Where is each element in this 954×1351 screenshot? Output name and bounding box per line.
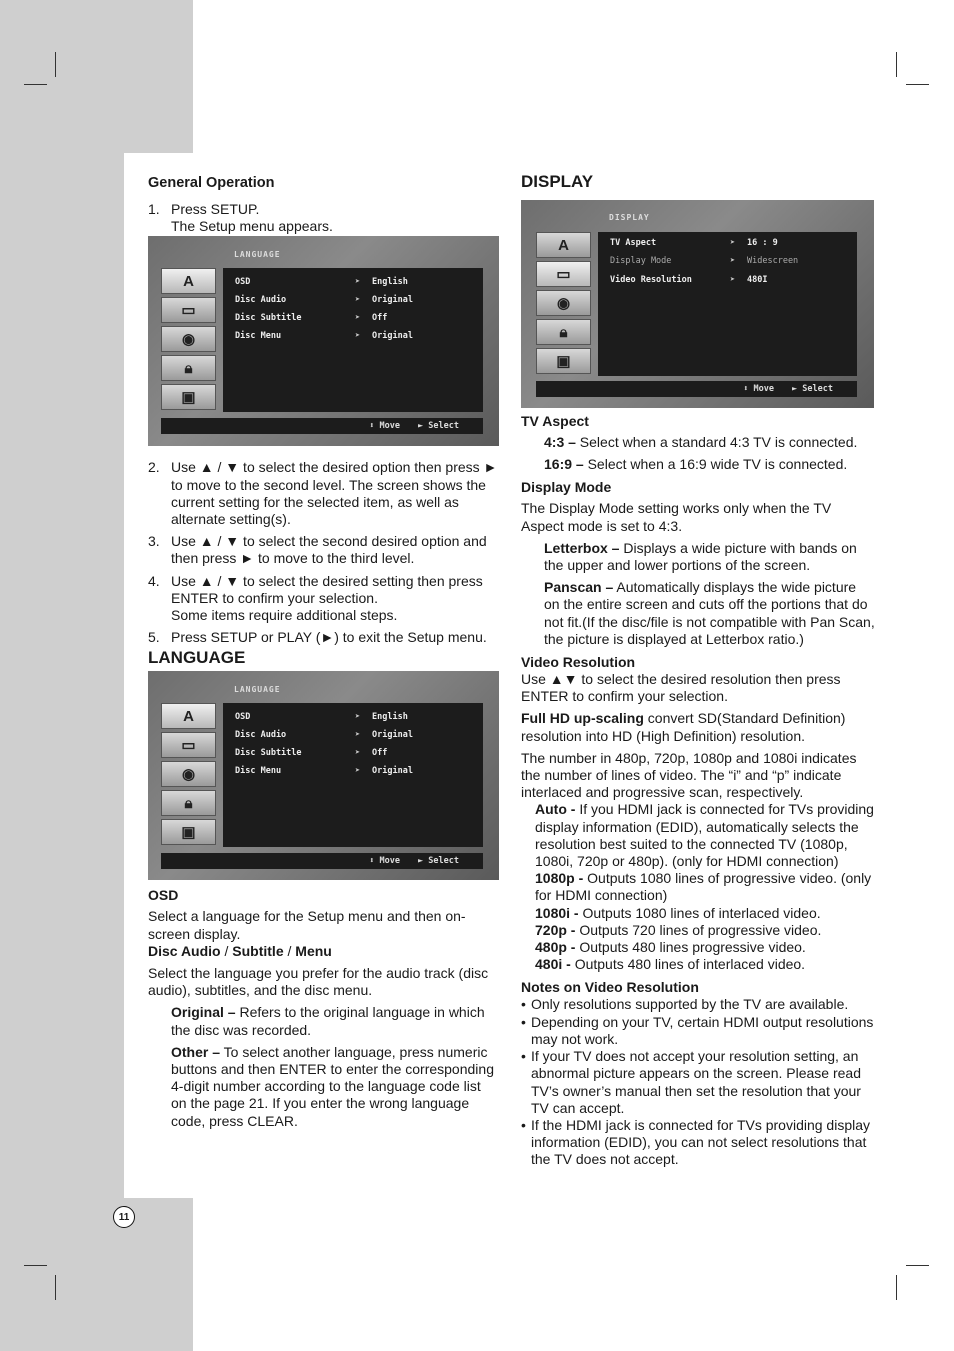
panscan-item: Panscan – Automatically displays the wide picture on the entire screen and cuts off the portions that do not fit.(If the disc/file is not compatible with Pan Scan, the picture is displayed at Letterbox ratio.) <box>544 579 875 647</box>
note-item: • Depending on your TV, certain HDMI output resolutions may not work. <box>521 1014 875 1048</box>
language-section-title: LANGUAGE <box>148 648 246 668</box>
menu-row: Disc Audio ➤ Original <box>235 729 413 740</box>
full-hd-text: Full HD up-scaling convert SD(Standard Definition) resolution into HD (High Definition) resolution. <box>521 710 846 744</box>
1080p-item: 1080p - Outputs 1080 lines of progressive video. (only for HDMI connection) <box>535 870 872 904</box>
menu-row: Disc Subtitle ➤ Off <box>235 748 388 759</box>
others-icon: ▣ <box>161 819 216 845</box>
menu-row: OSD ➤ English <box>235 276 408 287</box>
display-icon: ▭ <box>161 297 216 323</box>
number-text: The number in 480p, 720p, 1080p and 1080i indicates the number of lines of video. The “i” and “p” indicate interlaced and progressive scan, respectively. <box>521 749 857 801</box>
language-menu-screenshot <box>148 671 499 880</box>
osd-title: OSD <box>148 887 179 904</box>
select-hint: ► Select <box>418 856 459 867</box>
tv-aspect-title: TV Aspect <box>521 413 589 429</box>
menu-row: Disc Menu ➤ Original <box>235 766 413 777</box>
disc-text: Select the language you prefer for the audio track (disc audio), subtitles, and the disc menu. <box>148 965 489 999</box>
lock-icon: 🔒︎ <box>161 790 216 816</box>
menu-footer <box>161 853 483 869</box>
menu-row: Disc Subtitle ➤ Off <box>235 313 388 324</box>
right-column <box>521 172 875 1169</box>
menu-footer <box>161 418 483 434</box>
crop-mark <box>896 52 897 77</box>
auto-item: Auto - If you HDMI jack is connected for TVs providing display information (EDID), automatically selects the resolution best suited to the connected TV (1080p, 1080i, 720p or 480p). (only for HDMI connection) <box>535 801 874 870</box>
disc-audio-subtitle-menu-title: Disc Audio / Subtitle / Menu <box>148 942 332 959</box>
menu-footer <box>536 381 857 397</box>
480p-item: 480p - Outputs 480 lines progressive video. <box>535 939 806 956</box>
crop-mark <box>906 1265 929 1266</box>
crop-mark <box>24 1265 47 1266</box>
audio-icon: ◉ <box>161 761 216 787</box>
others-icon: ▣ <box>161 384 216 410</box>
left-column <box>148 174 500 1130</box>
display-section-title: DISPLAY <box>521 172 594 191</box>
setup-menu-language-screenshot <box>148 236 499 446</box>
note-item: • If your TV does not accept your resolution setting, an abnormal picture appears on the screen. Please read TV’s owner’s manual then set the resolution that your TV can accept. <box>521 1048 875 1117</box>
language-icon: A <box>161 268 216 294</box>
other-item: Other – To select another language, press numeric buttons and then ENTER to enter the corresponding 4-digit number according to the language code list on the page 21. If you enter the wrong language code, press CLEAR. <box>171 1043 494 1129</box>
move-hint: ⬍ Move <box>369 856 401 867</box>
note-item: • If the HDMI jack is connected for TVs providing display information (EDID), you can not select resolutions that the TV does not accept. <box>521 1117 875 1169</box>
crop-mark <box>906 84 929 85</box>
menu-row: Disc Audio ➤ Original <box>235 294 413 305</box>
720p-item: 720p - Outputs 720 lines of progressive video. <box>535 921 822 938</box>
language-icon: A <box>536 232 591 258</box>
step-3: 3. Use ▲ / ▼ to select the second desired option and then press ► to move to the third level. <box>148 533 487 567</box>
display-icon: ▭ <box>161 732 216 758</box>
video-resolution-title: Video Resolution <box>521 654 636 671</box>
menu-header: LANGUAGE <box>234 250 281 260</box>
move-hint: ⬍ Move <box>743 384 775 394</box>
crop-mark <box>55 1275 56 1300</box>
margin-band-middle <box>0 153 124 1198</box>
osd-text: Select a language for the Setup menu and then on-screen display. <box>148 908 466 942</box>
step-4: 4. Use ▲ / ▼ to select the desired setting then press ENTER to confirm your selection. Some items require additional steps. <box>148 572 483 624</box>
menu-row: Disc Menu ➤ Original <box>235 331 413 342</box>
step-1: 1. Press SETUP. The Setup menu appears. <box>148 201 333 235</box>
audio-icon: ◉ <box>536 290 591 316</box>
margin-band-bottom <box>0 1198 193 1351</box>
step-5: 5. Press SETUP or PLAY (►) to exit the Setup menu. <box>148 629 487 646</box>
lock-icon: 🔒︎ <box>161 355 216 381</box>
1080i-item: 1080i - Outputs 1080 lines of interlaced video. <box>535 904 821 921</box>
others-icon: ▣ <box>536 348 591 374</box>
note-item: • Only resolutions supported by the TV are available. <box>521 996 875 1013</box>
language-icon: A <box>161 703 216 729</box>
480i-item: 480i - Outputs 480 lines of interlaced video. <box>535 956 806 973</box>
select-hint: ► Select <box>792 384 833 394</box>
letterbox-item: Letterbox – Displays a wide picture with bands on the upper and lower portions of the screen. <box>544 539 857 574</box>
aspect-43-item: 4:3 – Select when a standard 4:3 TV is connected. <box>544 434 858 450</box>
menu-row: Video Resolution ➤ 480I <box>610 274 768 285</box>
display-icon: ▭ <box>536 261 591 287</box>
crop-mark <box>55 52 56 77</box>
menu-header: DISPLAY <box>609 213 650 222</box>
page-number: 11 <box>113 1206 135 1228</box>
display-menu-screenshot <box>521 200 874 408</box>
menu-row: Display Mode ➤ Widescreen <box>610 256 799 267</box>
general-operation-title: General Operation <box>148 175 275 191</box>
notes-title: Notes on Video Resolution <box>521 979 699 996</box>
move-hint: ⬍ Move <box>369 421 401 432</box>
lock-icon: 🔒︎ <box>536 319 591 345</box>
menu-row: TV Aspect ➤ 16 : 9 <box>610 238 778 249</box>
video-resolution-text: Use ▲▼ to select the desired resolution then press ENTER to confirm your selection. <box>521 671 841 705</box>
margin-band-top <box>0 0 193 153</box>
display-mode-title: Display Mode <box>521 479 612 496</box>
original-item: Original – Refers to the original language in which the disc was recorded. <box>171 1004 485 1038</box>
crop-mark <box>24 84 47 85</box>
display-mode-text: The Display Mode setting works only when the TV Aspect mode is set to 4:3. <box>521 500 832 534</box>
audio-icon: ◉ <box>161 326 216 352</box>
crop-mark <box>896 1275 897 1300</box>
select-hint: ► Select <box>418 421 459 432</box>
menu-header: LANGUAGE <box>234 685 281 695</box>
aspect-169-item: 16:9 – Select when a 16:9 wide TV is connected. <box>544 456 848 473</box>
step-2: 2. Use ▲ / ▼ to select the desired option then press ► to move to the second level. The screen shows the current setting for the selected item, as well as alternate setting(s). <box>148 459 498 528</box>
menu-row: OSD ➤ English <box>235 711 408 722</box>
